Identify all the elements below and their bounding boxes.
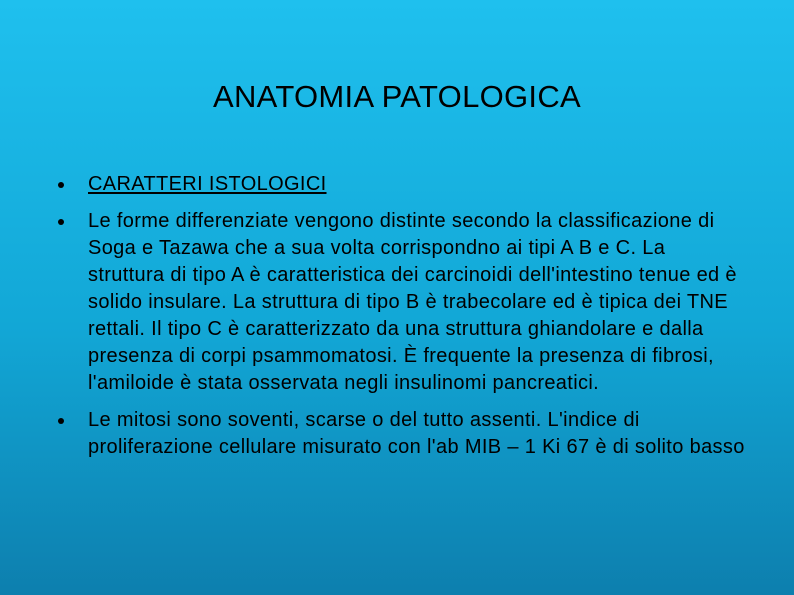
- bullet-item: [56, 407, 746, 461]
- slide-title: ANATOMIA PATOLOGICA: [212, 79, 582, 114]
- bullet-item: [56, 208, 746, 397]
- bullet-item: [56, 171, 746, 198]
- bullet-text: Le mitosi sono soventi, scarse o del tutto assenti. L'indice di proliferazione cellulare misurato con l'ab MIB – 1 Ki 67 è di solito basso: [88, 409, 745, 458]
- bullet-dot-icon: [58, 418, 64, 424]
- bullet-text: Le forme differenziate vengono distinte secondo la classificazione di Soga e Tazawa che a sua volta corrispondno ai tipi A B e C. La struttura di tipo A è caratteristica dei carcinoidi dell'intestino tenue ed è solido insulare. La struttura di tipo B è trabecolare ed è tipica dei TNE rettali. Il tipo C è caratterizzato da una struttura ghiandolare e dalla presenza di corpi psammomatosi. È frequente la presenza di fibrosi, l'amiloide è stata osservata negli insulinomi pancreatici.: [88, 210, 737, 394]
- bullet-dot-icon: [58, 219, 64, 225]
- section-heading: CARATTERI ISTOLOGICI: [88, 173, 327, 195]
- bullet-dot-icon: [58, 182, 64, 188]
- bullet-list: [56, 171, 746, 461]
